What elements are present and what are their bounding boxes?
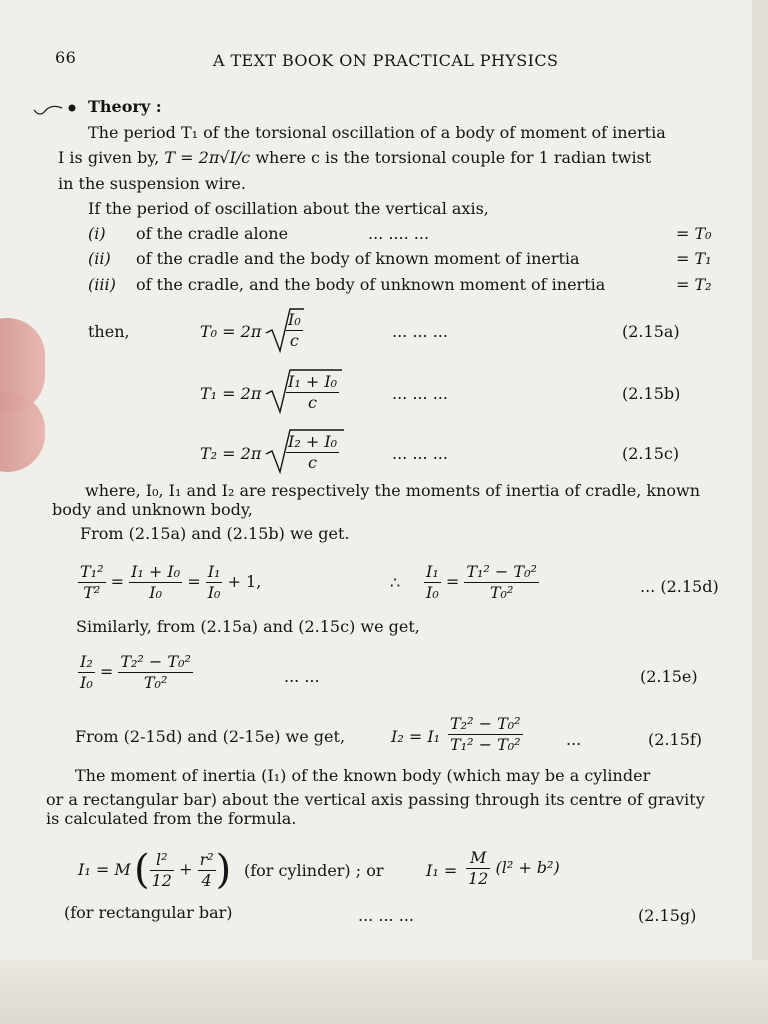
equals-sign: = [445, 572, 460, 591]
eq-c-tag: (2.15c) [622, 444, 680, 463]
moment-line-2: or a rectangular bar) about the vertical axis passing through its centre of gravity [46, 790, 705, 809]
eq-b-dots: ... ... ... [392, 384, 448, 403]
denominator: c [289, 331, 299, 350]
eq-d-tail: + 1, [227, 572, 262, 591]
eq-e-dots: ... ... [284, 667, 320, 686]
denominator: 12 [468, 869, 489, 888]
eq-a-tag: (2.15a) [622, 322, 680, 341]
eq-g-lhs: I₁ = M [78, 860, 131, 879]
equals-sign: = [110, 572, 124, 591]
running-title: A TEXT BOOK ON PRACTICAL PHYSICS [213, 51, 559, 70]
intro-text-a: I is given by, [58, 148, 160, 167]
intro-line-2-start [58, 148, 651, 168]
eq-f-lhs: I₂ = I₁ [391, 727, 441, 746]
numerator: I₂ [80, 652, 93, 671]
denominator: I₀ [149, 583, 162, 602]
denominator: T₀² [489, 583, 514, 602]
eq-d-tag: ... (2.15d) [640, 577, 719, 596]
period-formula: T = 2π√I/c [164, 148, 251, 167]
denominator: T₁² − T₀² [450, 735, 521, 754]
eq-b-fraction [286, 372, 339, 413]
denominator: I₀ [80, 673, 93, 692]
numerator: I₁ [426, 562, 439, 581]
eq-f-lead: From (2-15d) and (2-15e) we get, [75, 727, 346, 746]
denominator: I₀ [426, 583, 439, 602]
therefore-sign: ∴ [390, 573, 401, 592]
eq-g-fraction-2 [466, 848, 560, 889]
eq-a-dots: ... ... ... [392, 322, 448, 341]
eq-c-fraction [286, 432, 339, 473]
eq-g-bracket [134, 844, 231, 896]
numerator: I₁ + I₀ [131, 562, 181, 581]
numerator: T₂² − T₀² [450, 714, 521, 733]
cylinder-note: (for cylinder) ; or [244, 861, 384, 880]
numerator: I₂ + I₀ [288, 432, 338, 451]
eq-b-tag: (2.15b) [622, 384, 681, 403]
case-label: (iii) [88, 275, 116, 294]
theory-heading: Theory : [88, 97, 162, 116]
numerator: r² [199, 849, 214, 869]
right-paren: ) [215, 847, 232, 893]
eq-a-fraction [286, 310, 303, 351]
then-label: then, [88, 322, 130, 341]
denominator: T² [83, 583, 101, 602]
eq-a-lhs: T₀ = 2π [200, 322, 262, 341]
period-intro: If the period of oscillation about the vertical axis, [88, 199, 489, 218]
moment-line-1: The moment of inertia (I₁) of the known body (which may be a cylinder [75, 766, 651, 785]
eq-e [78, 652, 193, 693]
eq-f-tag: (2.15f) [648, 730, 703, 749]
eq-g-tail: (l² + b²) [495, 858, 560, 877]
intro-line-3: in the suspension wire. [58, 174, 246, 193]
from-ab-text: From (2.15a) and (2.15b) we get. [80, 524, 350, 543]
numerator: T₁² [80, 562, 104, 581]
where-line-1: where, I₀, I₁ and I₂ are respectively the moments of inertia of cradle, known [85, 481, 701, 500]
case-text: of the cradle and the body of known moment of inertia [136, 249, 580, 268]
numerator: M [466, 848, 490, 869]
eq-d-right [424, 562, 539, 603]
eq-f-dots: ... [566, 730, 582, 749]
denominator: T₀² [143, 673, 168, 692]
page-number: 66 [55, 48, 77, 67]
page-edge [752, 0, 768, 1024]
eq-g-lhs-2: I₁ = [426, 861, 458, 880]
case-value: = T₁ [676, 249, 712, 268]
eq-b-lhs: T₁ = 2π [200, 384, 262, 403]
eq-c-lhs: T₂ = 2π [200, 444, 262, 463]
case-text: of the cradle alone [136, 224, 289, 243]
case-label: (i) [88, 224, 106, 243]
denominator: 4 [201, 870, 212, 890]
eq-c-dots: ... ... ... [392, 444, 448, 463]
eq-d-left [78, 562, 261, 603]
plus-sign: + [179, 859, 193, 879]
numerator: I₀ [288, 310, 301, 329]
left-paren: ( [134, 847, 150, 893]
denominator: c [308, 393, 317, 412]
similarly-text: Similarly, from (2.15a) and (2.15c) we get, [76, 617, 420, 636]
denominator: I₀ [207, 583, 221, 602]
eq-g-tag: (2.15g) [638, 906, 697, 925]
numerator: l² [150, 850, 174, 871]
where-line-2: body and unknown body, [52, 500, 253, 519]
case-value: = T₀ [676, 224, 712, 243]
case-label: (ii) [88, 249, 111, 268]
intro-text-b: where c is the torsional couple for 1 radian twist [255, 148, 652, 167]
numerator: I₁ [207, 562, 221, 581]
bar-note: (for rectangular bar) [64, 903, 233, 922]
bottom-shadow [0, 960, 768, 1024]
denominator: 12 [151, 870, 172, 890]
denominator: c [308, 453, 317, 472]
case-dots: ... .... ... [368, 224, 430, 243]
intro-line-1: The period T₁ of the torsional oscillation of a body of moment of inertia [88, 123, 666, 142]
case-value: = T₂ [676, 275, 712, 294]
pen-mark [32, 100, 92, 120]
equals-sign: = [187, 572, 201, 591]
numerator: T₂² − T₀² [120, 652, 191, 671]
case-text: of the cradle, and the body of unknown moment of inertia [136, 275, 606, 294]
equals-sign: = [99, 662, 114, 681]
eq-f-fraction [448, 714, 523, 755]
eq-e-tag: (2.15e) [640, 667, 698, 686]
numerator: T₁² − T₀² [466, 562, 537, 581]
moment-line-3: is calculated from the formula. [46, 809, 297, 828]
numerator: I₁ + I₀ [288, 372, 338, 391]
eq-g-dots: ... ... ... [358, 906, 414, 925]
finger-shadow [0, 392, 45, 472]
